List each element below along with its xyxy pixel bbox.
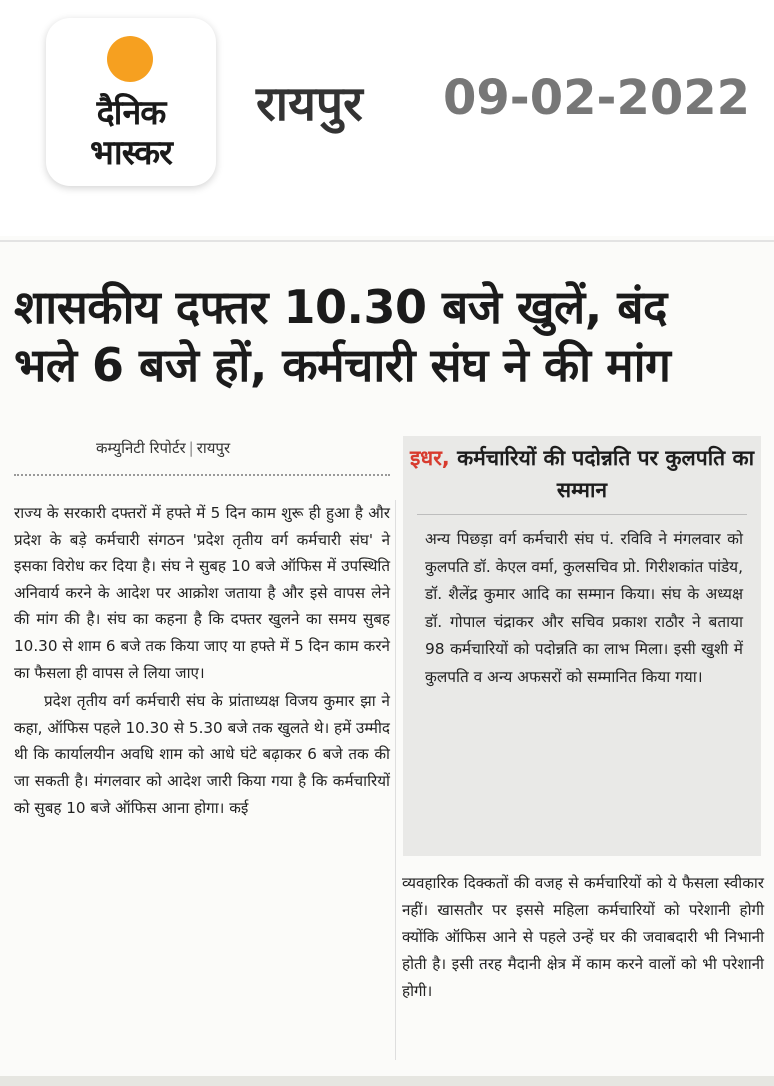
byline-reporter: कम्युनिटी रिपोर्टर [96,439,186,457]
article-body-right: व्यवहारिक दिक्कतों की वजह से कर्मचारियों को ये फैसला स्वीकार नहीं। खासतौर पर इससे महिला कर्मचारियों को परेशानी होगी क्योंकि ऑफिस आने से पहले उन्हें घर की जवाबदारी भी निभानी होती है। इसी तरह मैदानी क्षेत्र में काम करने वालों को भी परेशानी होगी। [402,874,764,1000]
logo-text-line2: भास्कर [90,133,172,173]
byline-separator: | [188,439,194,457]
article-paragraph-1: राज्य के सरकारी दफ्तरों में हफ्ते में 5 दिन काम शुरू ही हुआ है और प्रदेश के बड़े कर्मचारी संगठन 'प्रदेश तृतीय वर्ग कर्मचारी संघ' ने इसका विरोध कर दिया है। संघ ने सुबह 10 बजे ऑफिस में उपस्थिति अनिवार्य करने के आदेश पर आक्रोश जताया है और इसे वापस लेने की मांग की है। संघ का कहना है कि दफ्तर खुलने का समय सुबह 10.30 से शाम 6 बजे तक किया जाए या हफ्ते में 5 दिन काम करने का फैसला ही वापस ले लिया जाए। [14,504,390,682]
sidebar-body: अन्य पिछड़ा वर्ग कर्मचारी संघ पं. रविवि ने मंगलवार को कुलपति डॉ. केएल वर्मा, कुलसचिव प्रो. गिरीशकांत पांडेय, डॉ. शैलेंद्र कुमार आदि का सम्मान किया। संघ के अध्यक्ष डॉ. गोपाल चंद्राकर और सचिव प्रकाश राठौर ने बताया 98 कर्मचारियों को पदोन्नति का लाभ मिला। इसी खुशी में कुलपति व अन्य अफसरों को सम्मानित किया गया। [425,530,743,686]
edition-date: 09-02-2022 [443,70,751,126]
byline [96,438,230,458]
article-headline [14,278,766,394]
sidebar-title-accent: इधर, [409,446,450,470]
sun-icon [107,36,153,82]
newspaper-logo [46,18,216,186]
byline-divider [14,474,390,476]
edition-city: रायपुर [256,76,363,132]
sidebar-title-text: कर्मचारियों की पदोन्नति पर कुलपति का सम्मान [457,446,755,502]
masthead-divider [0,240,774,242]
column-divider [395,500,396,1060]
bottom-strip [0,1076,774,1086]
sidebar-title [403,442,761,506]
byline-place: रायपुर [196,439,231,457]
logo-text-line1: दैनिक [96,93,166,133]
article-body-left [14,500,390,821]
headline-line2: भले 6 बजे हों, कर्मचारी संघ ने की मांग [14,338,671,392]
headline-line1: शासकीय दफ्तर 10.30 बजे खुलें, बंद [14,280,667,334]
masthead [0,0,774,236]
article-paragraph-2: प्रदेश तृतीय वर्ग कर्मचारी संघ के प्रांताध्यक्ष विजय कुमार झा ने कहा, ऑफिस पहले 10.30 से 5.30 बजे तक खुलते थे। हमें उम्मीद थी कि कार्यालयीन अवधि शाम को आधे घंटे बढ़ाकर 6 बजे तक की जा सकती है। मंगलवार को आदेश जारी किया गया है कि कर्मचारियों को सुबह 10 बजे ऑफिस आना होगा। कई [14,692,390,817]
sidebar-divider [417,514,747,515]
sidebar-box [403,436,761,856]
